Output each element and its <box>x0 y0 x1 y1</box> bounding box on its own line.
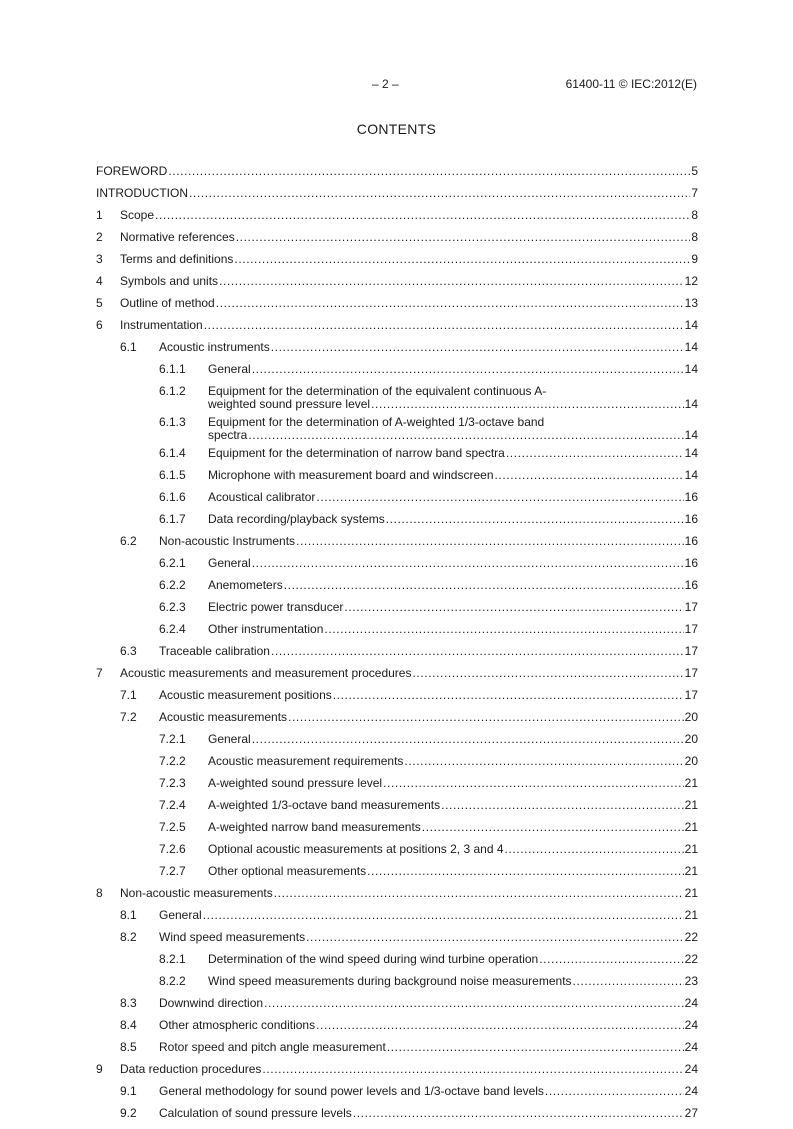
toc-page-number: 17 <box>684 666 698 680</box>
dot-leader <box>495 469 684 482</box>
toc-entry-title: A-weighted sound pressure level <box>208 776 383 790</box>
toc-entry-title: Downwind direction <box>159 996 264 1010</box>
toc-page-number: 12 <box>684 274 698 288</box>
toc-entry-number: 6.1.2 <box>159 384 186 398</box>
toc-entry[interactable] <box>96 1085 698 1098</box>
page-header <box>0 77 793 93</box>
toc-entry[interactable] <box>96 579 698 592</box>
dot-leader <box>262 1063 683 1076</box>
toc-entry[interactable] <box>96 469 698 482</box>
toc-page-number: 14 <box>684 428 698 442</box>
toc-entry-number: 6.1.5 <box>159 468 186 482</box>
toc-entry-number: 4 <box>96 274 103 288</box>
toc-entry-number: 6.1.7 <box>159 512 186 526</box>
toc-entry-title: Data recording/playback systems <box>208 512 385 526</box>
toc-entry-title: Acoustic measurements <box>159 710 288 724</box>
toc-entry-title: Wind speed measurements during background noise measurements <box>208 974 572 988</box>
dot-leader <box>189 187 690 200</box>
toc-entry-title-continued: weighted sound pressure level <box>208 397 371 411</box>
toc-entry-title: Normative references <box>120 230 235 244</box>
toc-page-number: 20 <box>684 732 698 746</box>
toc-entry[interactable] <box>96 231 698 244</box>
toc-entry[interactable] <box>96 491 698 504</box>
dot-leader <box>274 887 684 900</box>
toc-entry[interactable] <box>96 931 698 944</box>
toc-entry[interactable] <box>96 865 698 878</box>
toc-entry-number: 5 <box>96 296 103 310</box>
toc-entry-number: 8.3 <box>120 996 137 1010</box>
toc-entry[interactable] <box>96 253 698 266</box>
toc-entry-title: Anemometers <box>208 578 283 592</box>
dot-leader <box>168 165 690 178</box>
toc-entry-title: Symbols and units <box>120 274 219 288</box>
toc-entry[interactable] <box>96 975 698 988</box>
toc-page-number: 16 <box>684 556 698 570</box>
toc-entry[interactable] <box>96 953 698 966</box>
toc-entry-title: General methodology for sound power levels and 1/3-octave band levels <box>159 1084 544 1098</box>
toc-page-number: 8 <box>691 208 698 222</box>
dot-leader <box>296 535 684 548</box>
toc-entry[interactable] <box>96 601 698 614</box>
toc-page-number: 22 <box>684 930 698 944</box>
toc-page-number: 24 <box>684 1062 698 1076</box>
toc-page-number: 24 <box>684 1040 698 1054</box>
toc-entry[interactable] <box>96 1041 698 1054</box>
dot-leader <box>404 755 683 768</box>
toc-entry[interactable] <box>96 297 698 310</box>
toc-page-number: 24 <box>684 1084 698 1098</box>
toc-entry-number: 8.4 <box>120 1018 137 1032</box>
toc-page-number: 21 <box>684 842 698 856</box>
toc-entry[interactable] <box>96 385 698 411</box>
toc-entry-number: 7.2.5 <box>159 820 186 834</box>
dot-leader <box>219 275 684 288</box>
dot-leader <box>412 667 683 680</box>
toc-entry-number: 8 <box>96 886 103 900</box>
dot-leader <box>506 447 684 460</box>
dot-leader <box>252 733 684 746</box>
toc-page-number: 16 <box>684 512 698 526</box>
toc-entry[interactable] <box>96 689 698 702</box>
dot-leader <box>248 429 683 442</box>
toc-entry-title: Non-acoustic measurements <box>120 886 273 900</box>
toc-page-number: 14 <box>684 340 698 354</box>
toc-entry[interactable] <box>96 733 698 746</box>
toc-entry[interactable] <box>96 1063 698 1076</box>
toc-page-number: 24 <box>684 1018 698 1032</box>
toc-entry-number: 7.2.7 <box>159 864 186 878</box>
toc-page-number: 13 <box>684 296 698 310</box>
toc-entry-title: Non-acoustic Instruments <box>159 534 296 548</box>
toc-entry[interactable] <box>96 1019 698 1032</box>
toc-page-number: 16 <box>684 578 698 592</box>
toc-entry-number: 8.2 <box>120 930 137 944</box>
dot-leader <box>216 297 684 310</box>
toc-entry-title: Data reduction procedures <box>120 1062 262 1076</box>
toc-entry-title: Rotor speed and pitch angle measurement <box>159 1040 386 1054</box>
toc-entry[interactable] <box>96 535 698 548</box>
toc-entry-number: 7.2.3 <box>159 776 186 790</box>
toc-entry[interactable] <box>96 416 698 442</box>
toc-page-number: 24 <box>684 996 698 1010</box>
toc-page-number: 21 <box>684 908 698 922</box>
dot-leader <box>234 253 690 266</box>
toc-entry-number: 6.1 <box>120 340 137 354</box>
toc-entry[interactable] <box>96 887 698 900</box>
dot-leader <box>204 319 684 332</box>
dot-leader <box>284 579 684 592</box>
dot-leader <box>203 909 684 922</box>
toc-entry-title: A-weighted 1/3-octave band measurements <box>208 798 441 812</box>
toc-page-number: 9 <box>691 252 698 266</box>
toc-entry-title: Calculation of sound pressure levels <box>159 1106 352 1120</box>
toc-entry-title: Acoustic measurement positions <box>159 688 332 702</box>
dot-leader <box>252 557 684 570</box>
toc-page-number: 17 <box>684 644 698 658</box>
toc-entry[interactable] <box>96 755 698 768</box>
toc-entry-number: 7 <box>96 666 103 680</box>
toc-entry-title: Determination of the wind speed during wind turbine operation <box>208 952 539 966</box>
dot-leader <box>367 865 684 878</box>
toc-entry-title: Electric power transducer <box>208 600 344 614</box>
dot-leader <box>252 363 684 376</box>
dot-leader <box>324 623 683 636</box>
toc-page-number: 20 <box>684 754 698 768</box>
toc-entry-number: 7.2.1 <box>159 732 186 746</box>
toc-page-number: 14 <box>684 446 698 460</box>
toc-entry-number: 3 <box>96 252 103 266</box>
dot-leader <box>264 997 684 1010</box>
toc-entry[interactable] <box>96 275 698 288</box>
toc-entry-title: INTRODUCTION <box>96 186 188 200</box>
toc-page-number: 21 <box>684 798 698 812</box>
toc-entry-number: 7.2.6 <box>159 842 186 856</box>
dot-leader <box>316 491 683 504</box>
toc-entry[interactable] <box>96 209 698 222</box>
dot-leader <box>422 821 684 834</box>
toc-entry-number: 7.1 <box>120 688 137 702</box>
toc-entry-title: A-weighted narrow band measurements <box>208 820 421 834</box>
dot-leader <box>236 231 691 244</box>
toc-entry-number: 8.5 <box>120 1040 137 1054</box>
toc-entry[interactable] <box>96 711 698 724</box>
toc-entry-number: 6.2.3 <box>159 600 186 614</box>
dot-leader <box>386 513 684 526</box>
toc-entry-number: 1 <box>96 208 103 222</box>
toc-page-number: 16 <box>684 534 698 548</box>
toc-entry-title: Traceable calibration <box>159 644 270 658</box>
toc-entry-title: Acoustic measurement requirements <box>208 754 404 768</box>
dot-leader <box>539 953 683 966</box>
toc-entry[interactable] <box>96 777 698 790</box>
toc-entry[interactable] <box>96 165 698 178</box>
toc-entry-title: Equipment for the determination of A-weighted 1/3-octave band <box>208 415 545 429</box>
dot-leader <box>306 931 684 944</box>
toc-entry-title: Acoustic instruments <box>159 340 270 354</box>
toc-entry-number: 9.1 <box>120 1084 137 1098</box>
toc-page-number: 14 <box>684 318 698 332</box>
dot-leader <box>333 689 684 702</box>
toc-entry[interactable] <box>96 187 698 200</box>
toc-entry-number: 6.2.2 <box>159 578 186 592</box>
toc-entry-title: Equipment for the determination of the equivalent continuous A- <box>208 384 547 398</box>
toc-entry-title: Optional acoustic measurements at positions 2, 3 and 4 <box>208 842 504 856</box>
toc-entry-title: Acoustical calibrator <box>208 490 316 504</box>
toc-entry-number: 6.1.1 <box>159 362 186 376</box>
toc-page-number: 14 <box>684 362 698 376</box>
toc-entry[interactable] <box>96 319 698 332</box>
toc-page-number: 7 <box>691 186 698 200</box>
dot-leader <box>288 711 684 724</box>
toc-entry[interactable] <box>96 909 698 922</box>
toc-entry-number: 7.2.4 <box>159 798 186 812</box>
toc-entry-title: Other optional measurements <box>208 864 367 878</box>
toc-entry-title: FOREWORD <box>96 164 168 178</box>
toc-entry-title: Outline of method <box>120 296 215 310</box>
toc-entry[interactable] <box>96 843 698 856</box>
toc-entry-number: 8.2.2 <box>159 974 186 988</box>
toc-entry-number: 2 <box>96 230 103 244</box>
dot-leader <box>545 1085 684 1098</box>
toc-page-number: 21 <box>684 776 698 790</box>
toc-entry-number: 6.3 <box>120 644 137 658</box>
dot-leader <box>387 1041 684 1054</box>
dot-leader <box>271 341 684 354</box>
dot-leader <box>155 209 690 222</box>
toc-entry-title: General <box>208 362 251 376</box>
toc-entry[interactable] <box>96 799 698 812</box>
dot-leader <box>505 843 684 856</box>
toc-entry-number: 6.2 <box>120 534 137 548</box>
toc-page-number: 21 <box>684 820 698 834</box>
toc-page-number: 5 <box>691 164 698 178</box>
toc-entry-title: Other instrumentation <box>208 622 324 636</box>
toc-entry-title: Terms and definitions <box>120 252 234 266</box>
toc-entry-number: 6.2.1 <box>159 556 186 570</box>
toc-page-number: 21 <box>684 864 698 878</box>
toc-entry[interactable] <box>96 997 698 1010</box>
toc-entry-number: 6.1.3 <box>159 415 186 429</box>
toc-page-number: 27 <box>684 1106 698 1120</box>
toc-entry-title: Microphone with measurement board and windscreen <box>208 468 494 482</box>
toc-entry[interactable] <box>96 513 698 526</box>
dot-leader <box>441 799 684 812</box>
dot-leader <box>371 398 684 411</box>
toc-entry[interactable] <box>96 645 698 658</box>
dot-leader <box>316 1019 684 1032</box>
toc-entry[interactable] <box>96 557 698 570</box>
toc-page-number: 14 <box>684 468 698 482</box>
toc-entry[interactable] <box>96 363 698 376</box>
dot-leader <box>344 601 683 614</box>
dot-leader <box>383 777 684 790</box>
toc-page-number: 16 <box>684 490 698 504</box>
toc-page-number: 17 <box>684 622 698 636</box>
toc-entry-number: 6.1.4 <box>159 446 186 460</box>
document-id: 61400-11 © IEC:2012(E) <box>565 77 697 91</box>
page-title: CONTENTS <box>356 121 437 137</box>
toc-entry-number: 6.1.6 <box>159 490 186 504</box>
toc-page-number: 22 <box>684 952 698 966</box>
toc-entry-number: 9 <box>96 1062 103 1076</box>
toc-entry[interactable] <box>96 623 698 636</box>
toc-entry-title-continued: spectra <box>208 428 248 442</box>
toc-entry-title: Scope <box>120 208 155 222</box>
dot-leader <box>353 1107 684 1120</box>
toc-page-number: 14 <box>684 397 698 411</box>
toc-page-number: 17 <box>684 688 698 702</box>
toc-entry-title: General <box>208 732 251 746</box>
toc-entry[interactable] <box>96 667 698 680</box>
toc-page-number: 17 <box>684 600 698 614</box>
toc-page-number: 20 <box>684 710 698 724</box>
toc-entry-title: General <box>208 556 251 570</box>
toc-entry-title: Other atmospheric conditions <box>159 1018 316 1032</box>
toc-entry[interactable] <box>96 341 698 354</box>
toc-entry[interactable] <box>96 447 698 460</box>
dot-leader <box>271 645 684 658</box>
toc-entry-title: Instrumentation <box>120 318 203 332</box>
toc-entry-number: 6 <box>96 318 103 332</box>
toc-page-number: 21 <box>684 886 698 900</box>
toc-entry[interactable] <box>96 1107 698 1120</box>
toc-entry-title: Acoustic measurements and measurement procedures <box>120 666 412 680</box>
table-of-contents <box>96 165 698 1129</box>
page-number: – 2 – <box>372 77 399 91</box>
toc-entry-number: 8.2.1 <box>159 952 186 966</box>
toc-entry-title: Equipment for the determination of narrow band spectra <box>208 446 505 460</box>
toc-entry-number: 7.2.2 <box>159 754 186 768</box>
toc-entry-number: 7.2 <box>120 710 137 724</box>
toc-page-number: 8 <box>691 230 698 244</box>
toc-entry-title: Wind speed measurements <box>159 930 306 944</box>
toc-entry-number: 6.2.4 <box>159 622 186 636</box>
toc-entry-title: General <box>159 908 202 922</box>
toc-entry-number: 9.2 <box>120 1106 137 1120</box>
dot-leader <box>573 975 684 988</box>
toc-entry[interactable] <box>96 821 698 834</box>
toc-page-number: 23 <box>684 974 698 988</box>
toc-entry-number: 8.1 <box>120 908 137 922</box>
